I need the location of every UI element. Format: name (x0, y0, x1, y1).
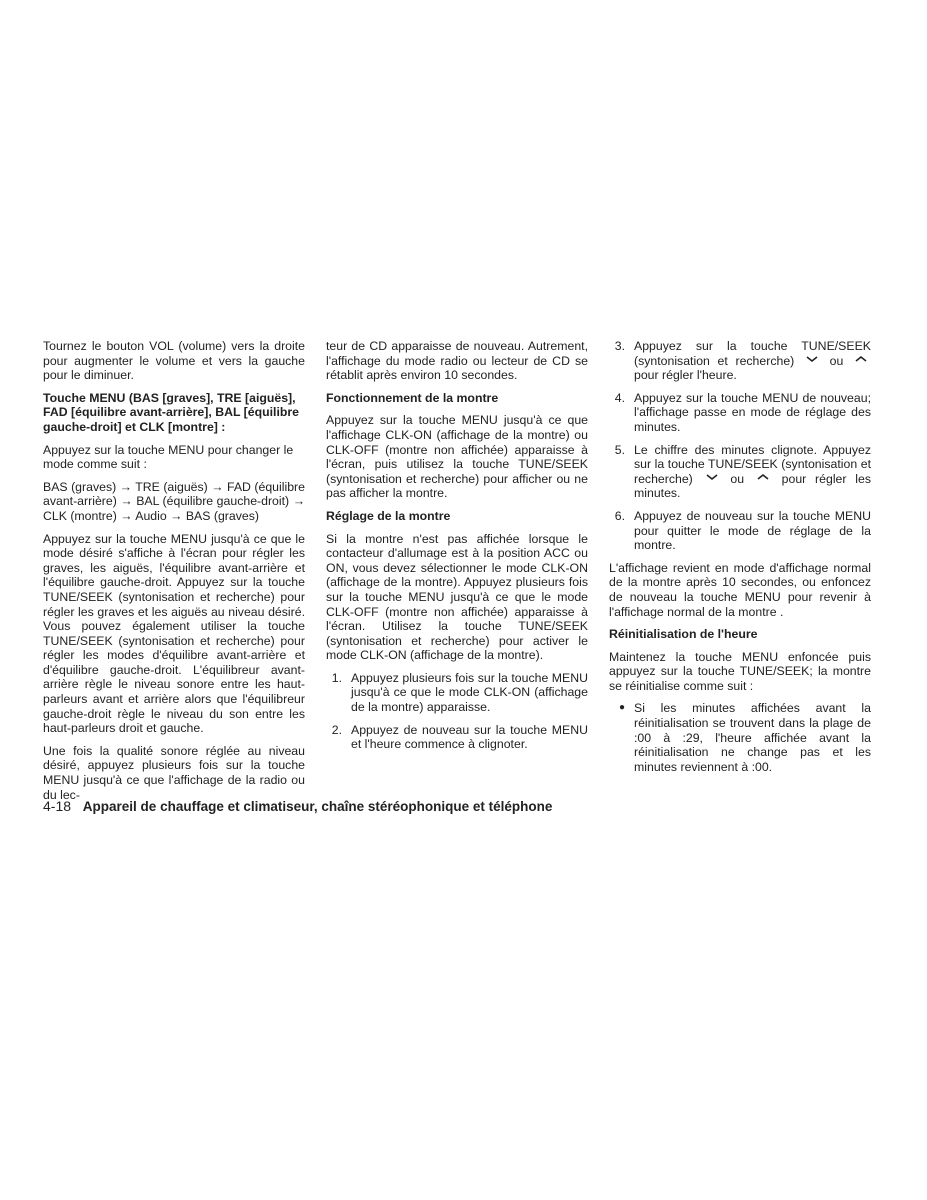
chevron-up-icon (854, 354, 868, 364)
list-item (609, 339, 871, 383)
step-text: Appuyez de nouveau sur la touche MENU et l'heure commence à clignoter. (351, 722, 588, 752)
heading-clock-reset: Réinitialisation de l'heure (609, 627, 758, 642)
step-text: Appuyez sur la touche MENU de nouveau; l'affichage passe en mode de réglage des minutes. (634, 390, 871, 434)
step-text-part: Appuyez sur la touche TUNE/SEEK (syntonisation et recherche) (634, 339, 871, 368)
chevron-down-icon (705, 472, 719, 482)
step-text (634, 443, 871, 501)
column-middle (326, 339, 588, 760)
step-number: 6. (614, 508, 625, 523)
paragraph-clock-setting: Si la montre n'est pas affichée lorsque le contacteur d'allumage est à la position ACC ou ON, vous devez sélectionner le mode CLK-ON (affichage de la montre). Appuyez plusieurs fois sur la touche MENU jusqu'à ce que le mode CLK-OFF (montre non affichée) apparaisse à l'écran. Utilisez la touche TUNE/SEEK (syntonisation et recherche) pour activer le mode CLK-ON (affichage de la montre). (326, 531, 588, 663)
bullet-item (609, 701, 871, 774)
step-text-part: Le chiffre des minutes clignote. Appuyez sur la touche TUNE/SEEK (syntonisation et recherche) (634, 442, 871, 486)
paragraph-sound-quality: Une fois la qualité sonore réglée au niveau désiré, appuyez plusieurs fois sur la touche MENU jusqu'à ce que l'affichage de la radio ou du lec- (43, 743, 305, 802)
paragraph-clock-reset: Maintenez la touche MENU enfoncée puis appuyez sur la touche TUNE/SEEK; la montre se réinitialise comme suit : (609, 649, 871, 693)
steps-list (326, 671, 588, 752)
paragraph-volume: Tournez le bouton VOL (volume) vers la droite pour augmenter le volume et vers la gauche pour le diminuer. (43, 339, 305, 383)
heading-menu-button: Touche MENU (BAS [graves], TRE [aiguës], FAD [équilibre avant-arrière], BAL [équilibre gauche-droit] et CLK [montre] : (43, 390, 300, 434)
step-text-part: pour régler les minutes. (634, 471, 872, 501)
list-item (326, 723, 588, 752)
list-item (609, 391, 871, 435)
list-item (609, 443, 871, 501)
step-text (634, 339, 871, 383)
step-number: 1. (331, 670, 342, 685)
page-footer (43, 798, 552, 814)
paragraph-mode-sequence: BAS (graves) → TRE (aiguës) → FAD (équilibre avant-arrière) → BAL (équilibre gauche-droit) → CLK (montre) → Audio → BAS (graves) (43, 479, 305, 523)
step-number: 5. (614, 442, 625, 457)
paragraph-clock-operation: Appuyez sur la touche MENU jusqu'à ce que l'affichage CLK-ON (affichage de la montre) ou CLK-OFF (montre non affichée) apparaisse à l'écran, puis utilisez la touche TUNE/SEEK (syntonisation et recherche) pour afficher ou ne pas afficher la montre. (326, 413, 588, 501)
step-text-or: ou (829, 353, 844, 368)
step-text: Appuyez de nouveau sur la touche MENU pour quitter le mode de réglage de la montre. (634, 508, 871, 553)
page-number: 4-18 (43, 798, 72, 814)
bullet-icon: ● (618, 702, 625, 714)
heading-clock-operation: Fonctionnement de la montre (326, 390, 499, 405)
steps-list-continued (609, 339, 871, 553)
list-item (326, 671, 588, 715)
step-number: 2. (331, 722, 342, 737)
step-text: Appuyez plusieurs fois sur la touche MENU jusqu'à ce que le mode CLK-ON (affichage de la montre) apparaisse. (351, 670, 588, 715)
column-right (609, 339, 871, 782)
paragraph-display-return: L'affichage revient en mode d'affichage normal de la montre après 10 secondes, ou enfoncez de nouveau la touche MENU pour revenir à l'affichage normal de la montre . (609, 560, 871, 619)
chevron-up-icon (756, 472, 770, 482)
list-item (609, 509, 871, 553)
paragraph-cd-display: teur de CD apparaisse de nouveau. Autrement, l'affichage du mode radio ou lecteur de CD se rétablit après environ 10 secondes. (326, 339, 588, 383)
column-left (43, 339, 305, 810)
step-number: 4. (614, 390, 625, 405)
step-text-or: ou (730, 471, 745, 486)
step-number: 3. (614, 339, 625, 353)
heading-clock-setting: Réglage de la montre (326, 508, 451, 523)
bullet-text: Si les minutes affichées avant la réinitialisation se trouvent dans la plage de :00 à :29, l'heure affichée avant la réinitialisation ne change pas et les minutes reviennent à :00. (634, 701, 871, 774)
chevron-down-icon (805, 354, 819, 364)
step-text-part: pour régler l'heure. (634, 368, 737, 383)
paragraph-menu-adjust: Appuyez sur la touche MENU jusqu'à ce que le mode désiré s'affiche à l'écran pour régler les graves, les aiguës, l'équilibre avant-arrière et l'équilibre gauche-droit. Appuyez sur la touche TUNE/SEEK (syntonisation et recherche) pour régler les graves et les aiguës au niveau désiré. Vous pouvez également utiliser la touche TUNE/SEEK (syntonisation et recherche) pour régler les modes d'équilibre avant-arrière et d'équilibre gauche-droit. L'équilibreur avant-arrière règle le niveau sonore entre les haut-parleurs avant et arrière alors que l'équilibreur gauche-droit règle le niveau du son entre les haut-parleurs droit et gauche. (43, 531, 305, 736)
paragraph-menu-intro: Appuyez sur la touche MENU pour changer le mode comme suit : (43, 442, 294, 472)
chapter-title: Appareil de chauffage et climatiseur, chaîne stéréophonique et téléphone (82, 799, 553, 814)
